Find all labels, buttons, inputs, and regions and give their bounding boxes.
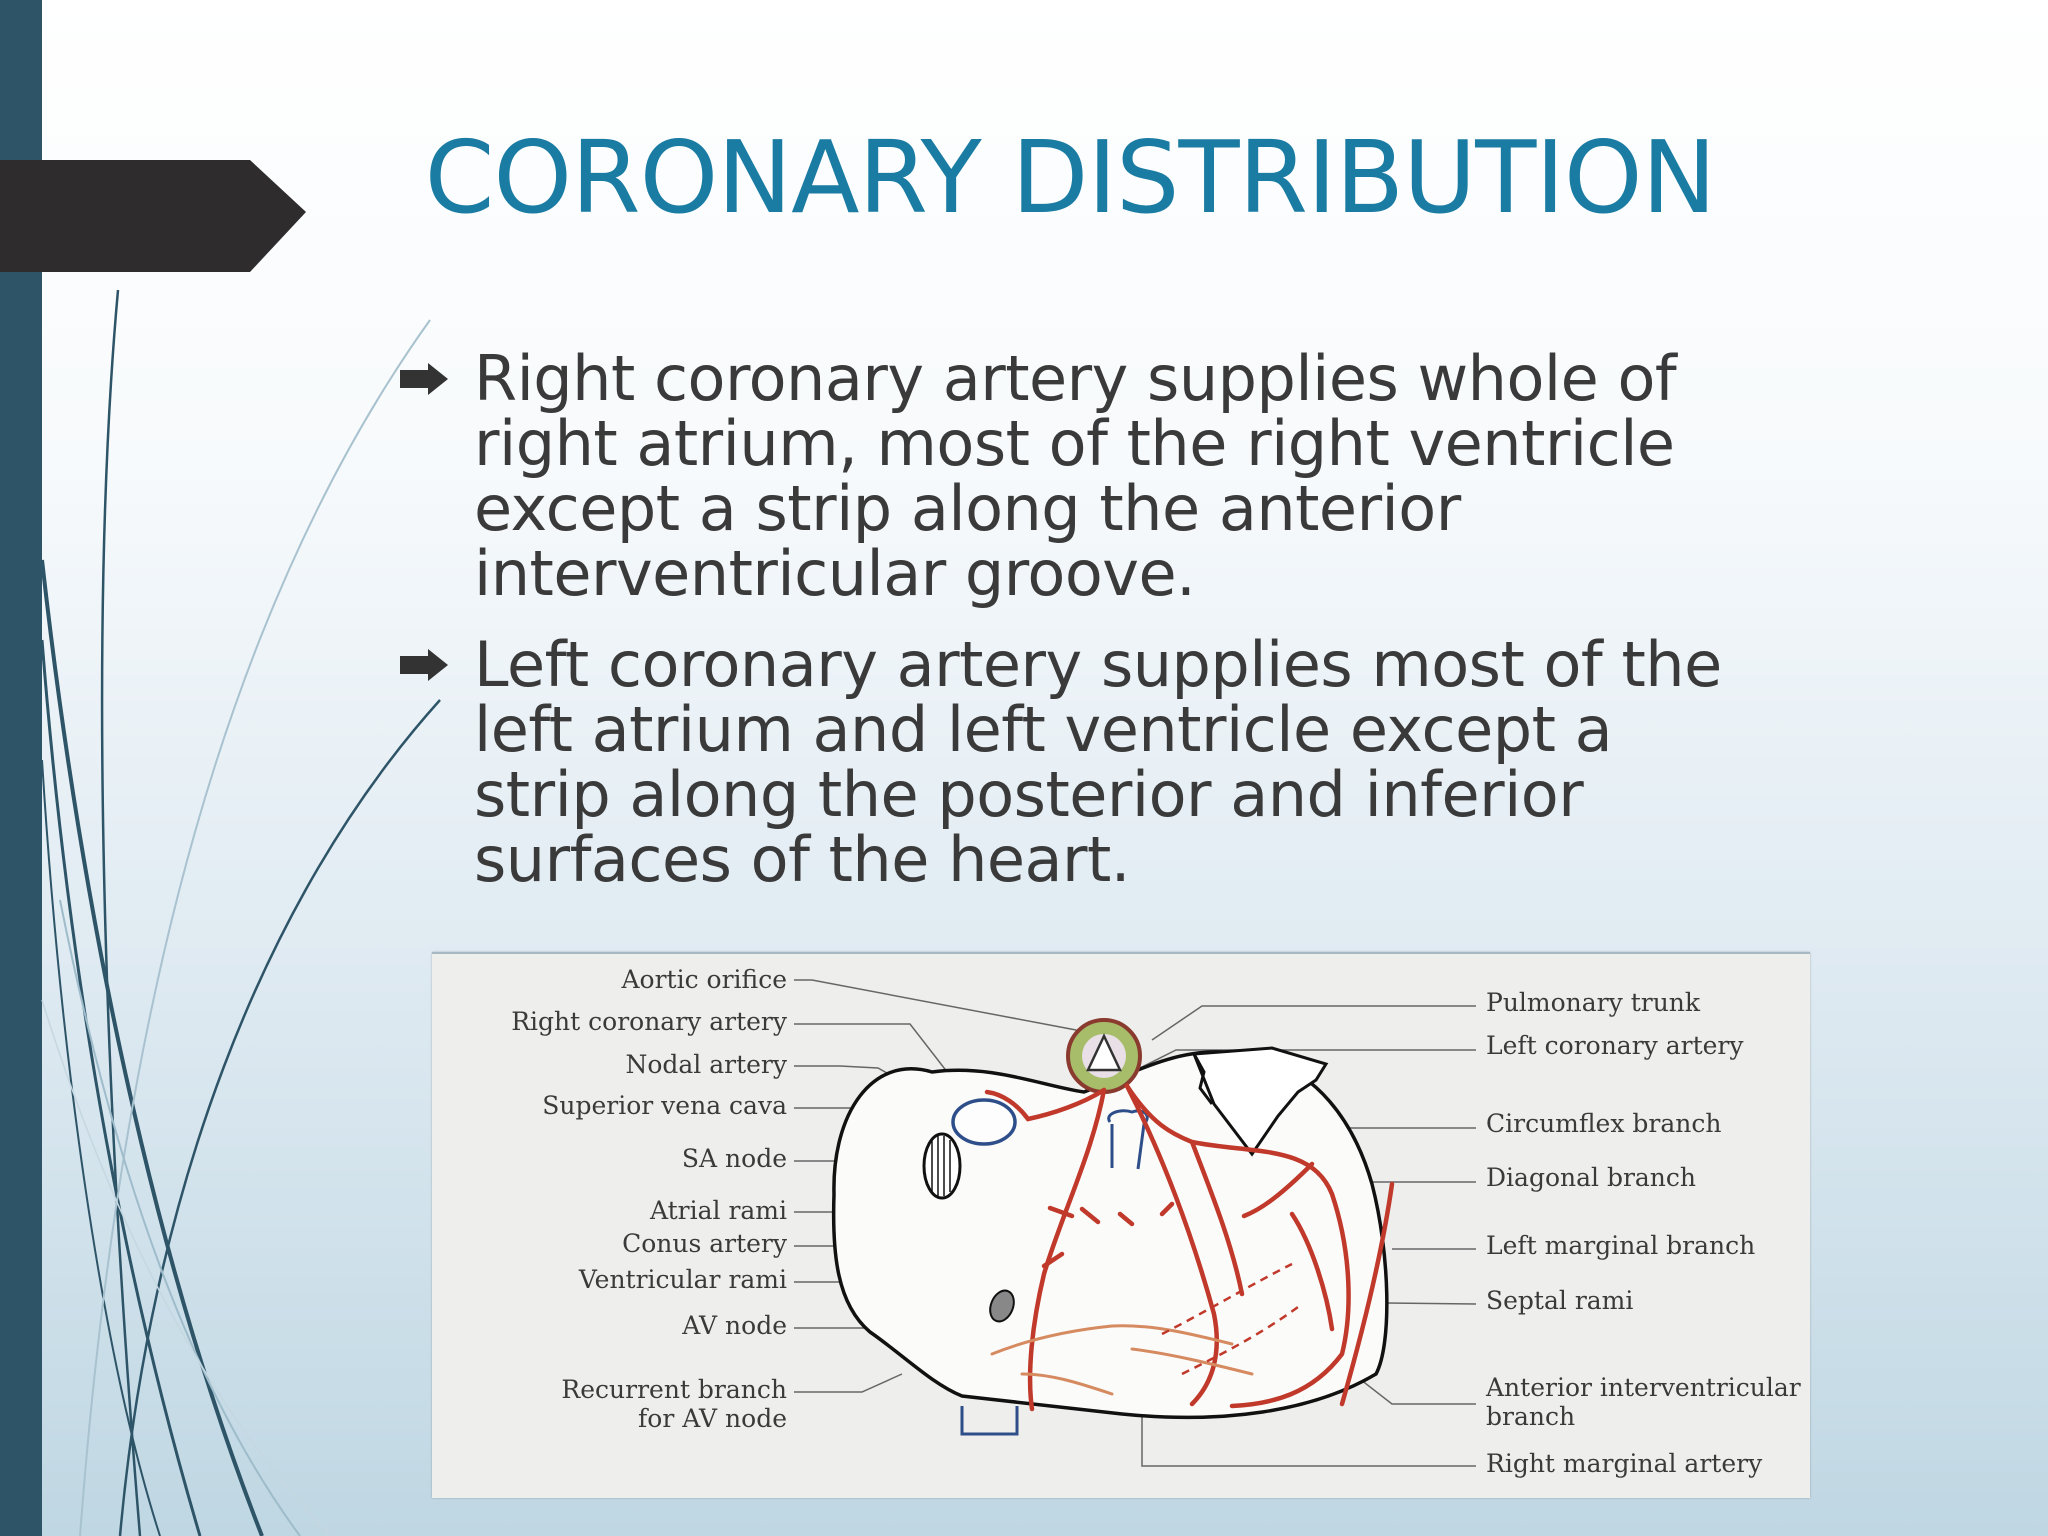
label-conus-artery: Conus artery bbox=[622, 1229, 787, 1258]
label-av-node: AV node bbox=[682, 1311, 787, 1340]
bullet-line: left atrium and left ventricle except a bbox=[474, 693, 1613, 766]
sa-node-shape bbox=[924, 1134, 960, 1198]
label-septal-rami: Septal rami bbox=[1486, 1286, 1634, 1315]
bullet-line: except a strip along the anterior bbox=[474, 472, 1461, 545]
bullet-line: surfaces of the heart. bbox=[474, 823, 1131, 896]
label-sa-node: SA node bbox=[681, 1144, 787, 1173]
label-aortic-orifice: Aortic orifice bbox=[621, 965, 787, 994]
title-arrow-tab bbox=[0, 160, 310, 274]
label-left-marginal-branch: Left marginal branch bbox=[1486, 1231, 1756, 1260]
bullet-line: Right coronary artery supplies whole of bbox=[474, 342, 1677, 415]
label-circumflex-branch: Circumflex branch bbox=[1486, 1109, 1722, 1138]
label-ventricular-rami: Ventricular rami bbox=[578, 1265, 787, 1294]
bullet-line: strip along the posterior and inferior bbox=[474, 758, 1584, 831]
label-atrial-rami: Atrial rami bbox=[649, 1196, 787, 1225]
label-left-coronary-artery: Left coronary artery bbox=[1486, 1031, 1744, 1060]
label-recurrent-branch: Recurrent branch bbox=[561, 1375, 787, 1404]
label-right-coronary-artery: Right coronary artery bbox=[511, 1007, 787, 1036]
bullet-line: interventricular groove. bbox=[474, 537, 1196, 610]
label-superior-vena-cava: Superior vena cava bbox=[542, 1091, 787, 1120]
bullet-line: Left coronary artery supplies most of the bbox=[474, 628, 1722, 701]
superior-vena-cava-shape bbox=[953, 1100, 1015, 1144]
arrow-bullet-icon bbox=[398, 362, 450, 396]
label-anterior-interventricular: Anterior interventricular bbox=[1486, 1373, 1801, 1402]
inferior-vessel-shape bbox=[962, 1406, 1017, 1434]
label-anterior-interventricular-line2: branch bbox=[1486, 1402, 1576, 1431]
label-recurrent-branch-line2: for AV node bbox=[638, 1404, 787, 1433]
label-right-marginal-artery: Right marginal artery bbox=[1486, 1449, 1763, 1478]
arrow-bullet-icon bbox=[398, 648, 450, 682]
bullet-list bbox=[398, 342, 1738, 918]
label-pulmonary-trunk: Pulmonary trunk bbox=[1486, 988, 1701, 1017]
heart-diagram bbox=[432, 952, 1810, 1498]
label-nodal-artery: Nodal artery bbox=[625, 1050, 787, 1079]
bullet-line: right atrium, most of the right ventricle bbox=[474, 407, 1675, 480]
label-diagonal-branch: Diagonal branch bbox=[1486, 1163, 1697, 1192]
bullet-item-left-coronary bbox=[398, 628, 1738, 896]
bullet-item-right-coronary bbox=[398, 342, 1738, 610]
heart-diagram-svg bbox=[432, 954, 1810, 1498]
slide-title: CORONARY DISTRIBUTION bbox=[424, 119, 1716, 236]
